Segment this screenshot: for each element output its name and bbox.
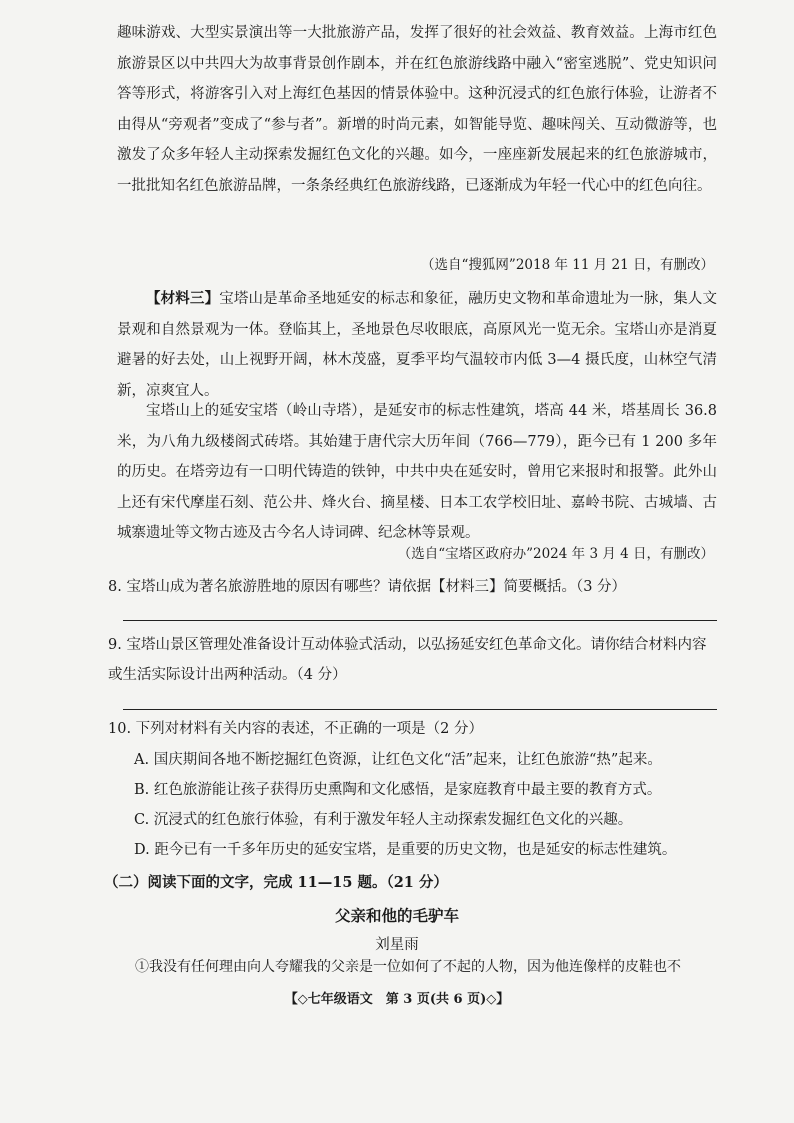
material3-para1-text: 宝塔山是革命圣地延安的标志和象征，融历史文物和革命遗址为一脉，集人文景观和自然景观为一体。登临其上，圣地景色尽收眼底，高原风光一览无余。宝塔山亦是消夏避暑的好去处，山上视野开阔，林木茂盛，夏季平均气温较市内低 3—4 摄氏度，山林空气清新，凉爽宜人。 bbox=[117, 291, 718, 399]
material3-label: 【材料三】 bbox=[146, 290, 220, 307]
article-paragraph-1: ①我没有任何理由向人夸耀我的父亲是一位如何了不起的人物，因为他连像样的皮鞋也不 bbox=[135, 959, 681, 975]
material3-paragraph-1 bbox=[117, 284, 717, 406]
section-2-heading: （二）阅读下面的文字，完成 11—15 题。（21 分） bbox=[104, 874, 448, 891]
page-footer: 【◇七年级语文 第 3 页(共 6 页)◇】 bbox=[284, 992, 510, 1007]
q10-option-d[interactable]: D. 距今已有一千多年历史的延安宝塔，是重要的历史文物，也是延安的标志性建筑。 bbox=[134, 842, 677, 858]
q9-answer-line[interactable] bbox=[123, 709, 717, 710]
material2-source: （选自“搜狐网”2018 年 11 月 21 日，有删改） bbox=[421, 257, 714, 273]
q10-option-a[interactable]: A. 国庆期间各地不断挖掘红色资源，让红色文化“活”起来，让红色旅游“热”起来。 bbox=[134, 752, 662, 768]
article-author: 刘星雨 bbox=[375, 937, 419, 953]
q8-answer-line[interactable] bbox=[123, 620, 717, 621]
material3-paragraph-2: 宝塔山上的延安宝塔（岭山寺塔），是延安市的标志性建筑，塔高 44 米，塔基周长 36.8 米，为八角九级楼阁式砖塔。其始建于唐代宗大历年间（766—779），距今已有 1 200 多年的历史。在塔旁边有一口明代铸造的铁钟，中共中央在延安时，曾用它来报时和报警。此外山上还有宋代摩崖石刻、范公井、烽火台、摘星楼、日本工农学校旧址、嘉岭书院、古城墙、古城寨遗址等文物古迹及古今名人诗词碑、纪念林等景观。 bbox=[117, 403, 717, 541]
q10-option-c[interactable]: C. 沉浸式的红色旅行体验，有利于激发年轻人主动探索发掘红色文化的兴趣。 bbox=[134, 812, 633, 828]
question-8: 8. 宝塔山成为著名旅游胜地的原因有哪些？请依据【材料三】简要概括。（3 分） bbox=[108, 579, 627, 595]
article-title: 父亲和他的毛驴车 bbox=[334, 906, 459, 925]
material2-continued-paragraph: 趣味游戏、大型实景演出等一大批旅游产品，发挥了很好的社会效益、教育效益。上海市红色旅游景区以中共四大为故事背景创作剧本，并在红色旅游线路中融入“密室逃脱”、党史知识问答等形式，将游客引入对上海红色基因的情景体验中。这种沉浸式的红色旅行体验，让游者不由得从“旁观者”变成了“参与者”。新增的时尚元素，如智能导览、趣味闯关、互动微游等，也激发了众多年轻人主动探索发掘红色文化的兴趣。如今，一座座新发展起来的红色旅游城市，一批批知名红色旅游品牌，一条条经典红色旅游线路，已逐渐成为年轻一代心中的红色向往。 bbox=[117, 25, 717, 194]
q10-option-b[interactable]: B. 红色旅游能让孩子获得历史熏陶和文化感悟，是家庭教育中最主要的教育方式。 bbox=[134, 782, 662, 798]
question-10: 10. 下列对材料有关内容的表述，不正确的一项是（2 分） bbox=[108, 721, 484, 737]
question-9: 9. 宝塔山景区管理处准备设计互动体验式活动，以弘扬延安红色革命文化。请你结合材料内容或生活实际设计出两种活动。（4 分） bbox=[108, 637, 707, 683]
material3-source: （选自“宝塔区政府办”2024 年 3 月 4 日，有删改） bbox=[397, 546, 714, 562]
